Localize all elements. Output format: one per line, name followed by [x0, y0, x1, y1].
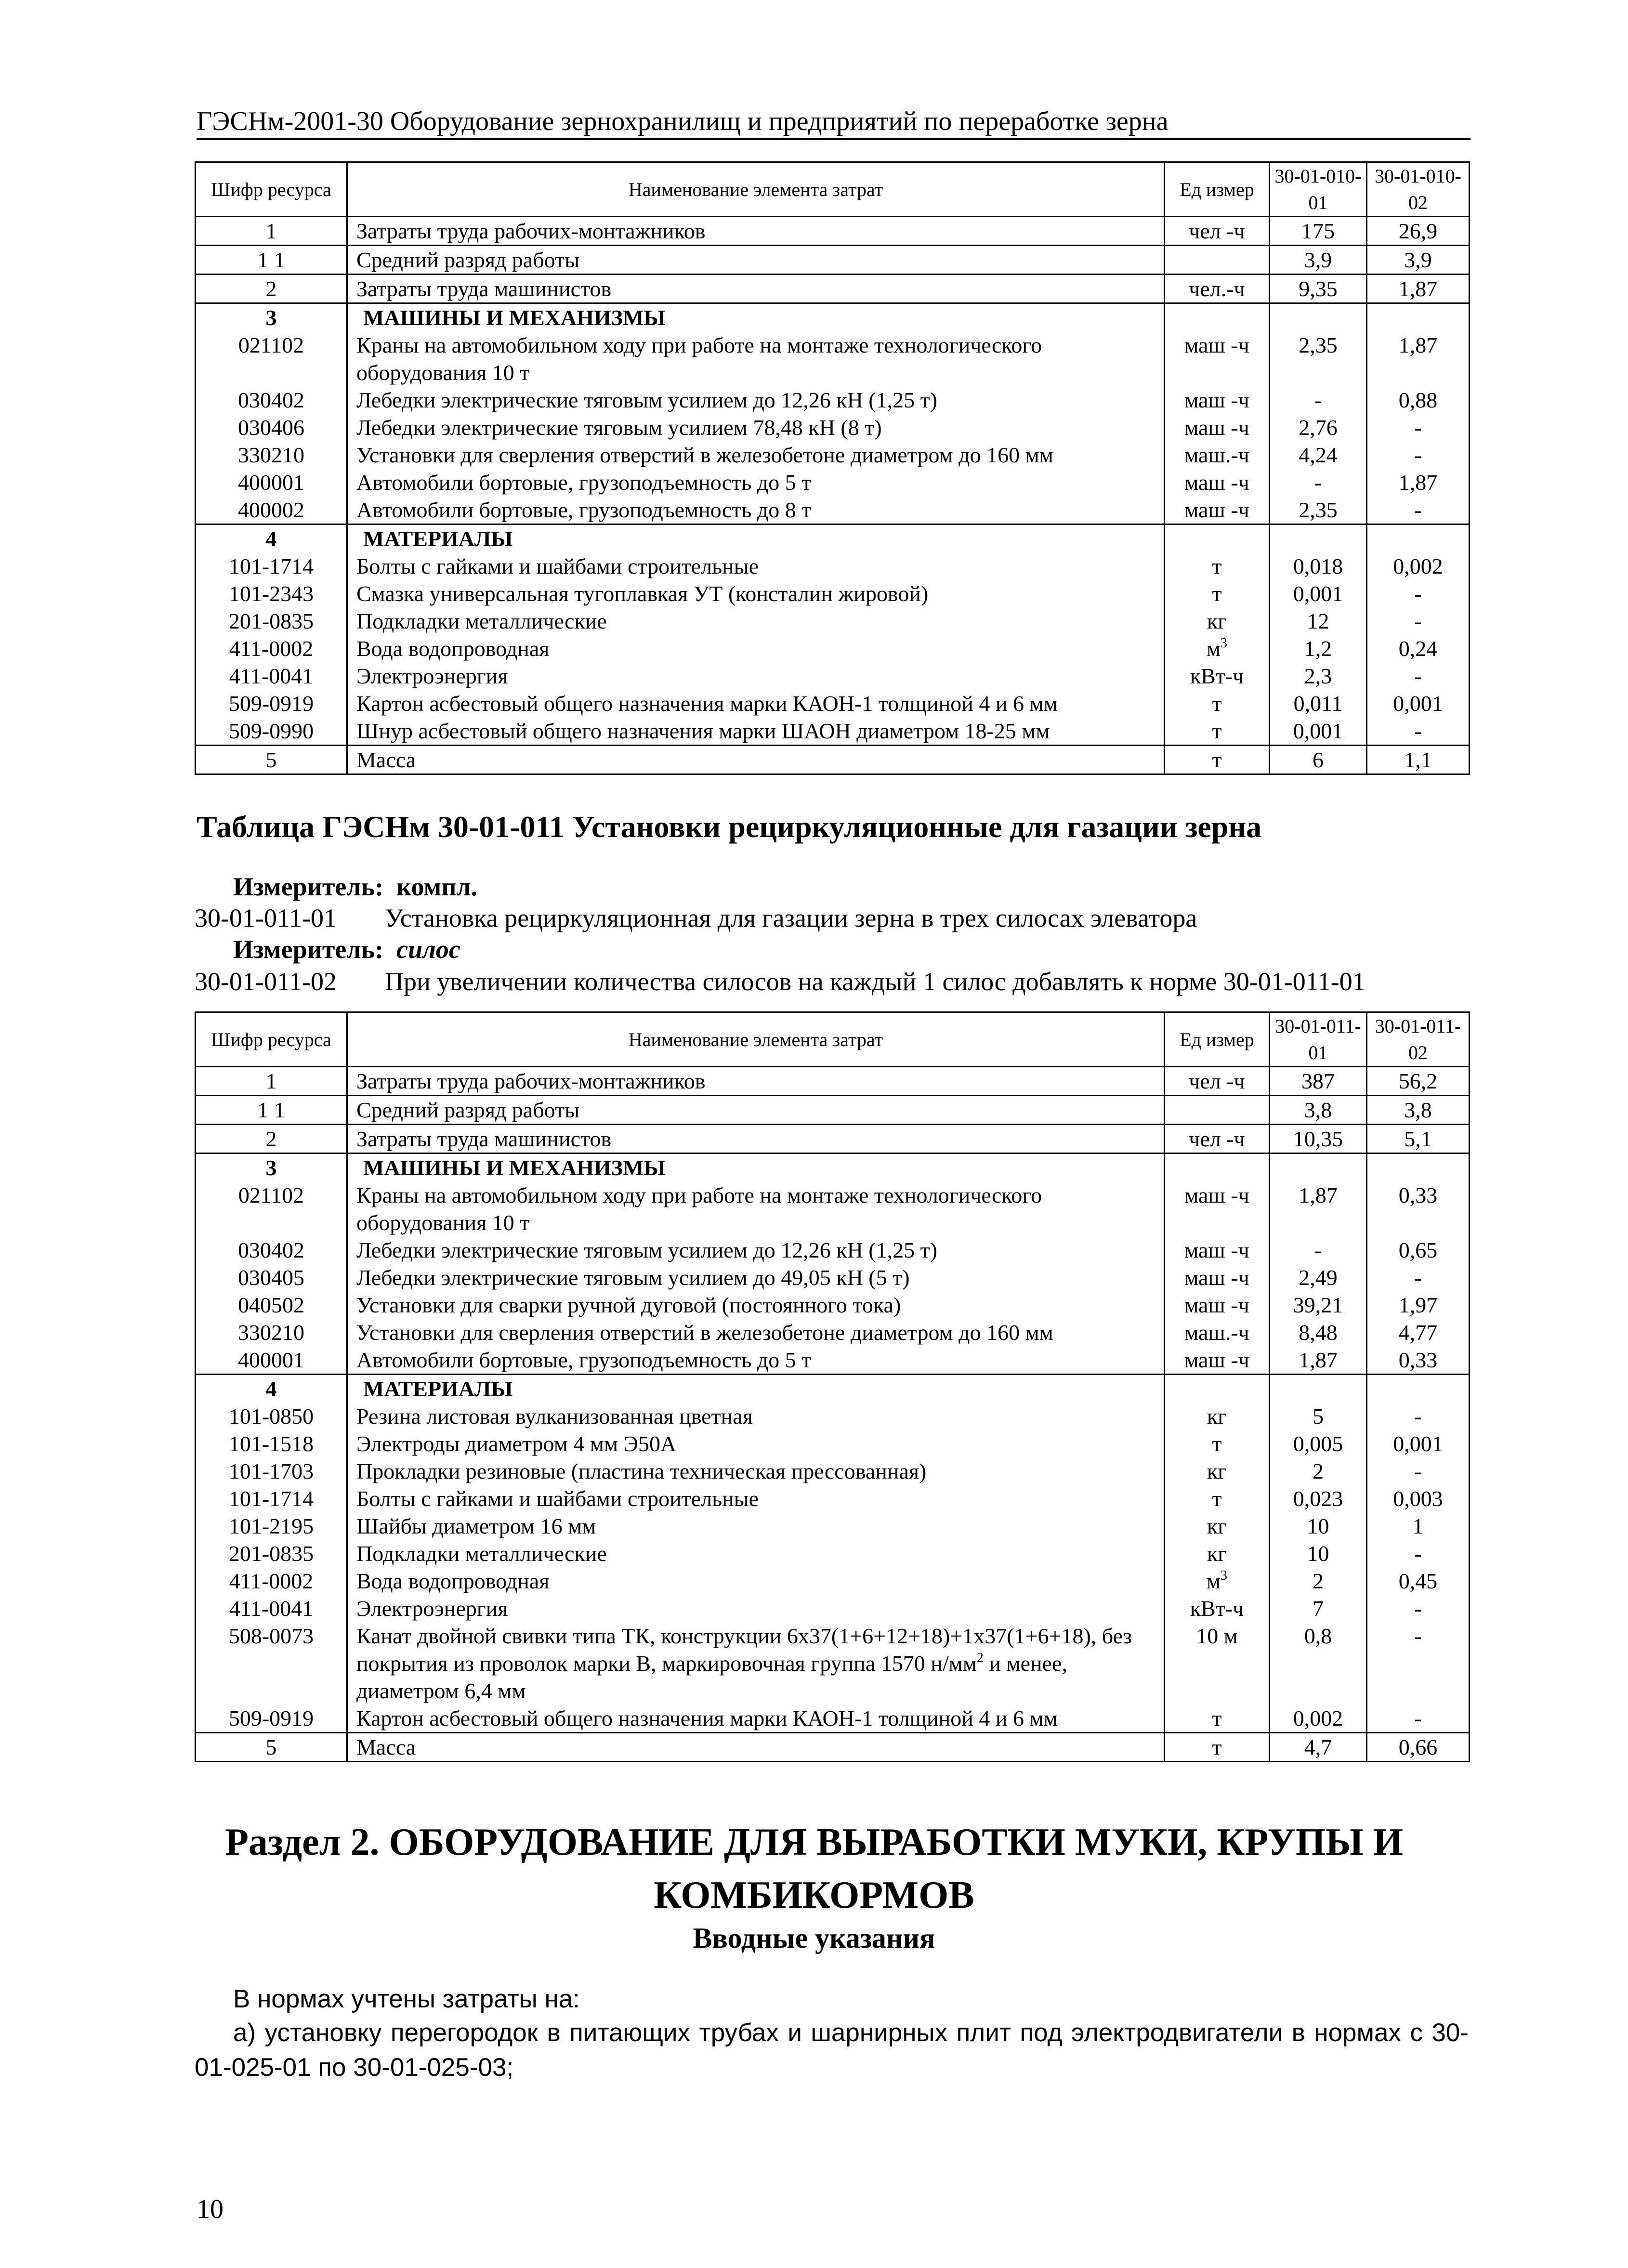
norm-2-value-cell: - [1367, 1264, 1470, 1291]
norm-1-value-cell: 39,21 [1270, 1291, 1367, 1319]
norm-item-1 [195, 903, 1197, 933]
unit-cell [1165, 303, 1270, 332]
resource-name-cell: Болты с гайками и шайбами строительные [347, 552, 1165, 580]
unit-cell: т [1165, 580, 1270, 607]
resource-code-cell: 101-0850 [196, 1403, 347, 1430]
norm-1-value-cell: 0,018 [1270, 552, 1367, 580]
norm-2-value-cell: - [1367, 414, 1470, 441]
table-row [196, 414, 1470, 441]
meter-1-value: компл. [396, 872, 478, 901]
resource-code-cell: 101-2343 [196, 580, 347, 607]
norm-2-value-cell: 1 [1367, 1512, 1470, 1540]
resource-name-cell: Автомобили бортовые, грузоподъемность до 5 т [347, 469, 1165, 496]
unit-cell: кг [1165, 1403, 1270, 1430]
unit-cell [1165, 1375, 1270, 1403]
norm-1-value-cell: 175 [1270, 217, 1367, 246]
resource-name-cell: Краны на автомобильном ходу при работе на монтаже технологического оборудования 10 т [347, 1181, 1165, 1236]
norm-2-value-cell: 3,8 [1367, 1096, 1470, 1125]
norm-1-value-cell: 3,8 [1270, 1096, 1367, 1125]
norm-1-value-cell: 4,7 [1270, 1733, 1367, 1762]
unit-cell: маш -ч [1165, 414, 1270, 441]
resource-code-cell: 2 [196, 275, 347, 303]
table-row [196, 1622, 1470, 1704]
table-row [196, 275, 1470, 303]
norm-1-value-cell [1270, 1375, 1367, 1403]
unit-cell: маш -ч [1165, 469, 1270, 496]
resource-name-cell: Прокладки резиновые (пластина техническая прессованная) [347, 1457, 1165, 1485]
norm-2-value-cell: 1,87 [1367, 275, 1470, 303]
unit-cell: т [1165, 1733, 1270, 1762]
unit-cell: $м^3$ [1165, 635, 1270, 662]
resource-name-cell: Электроды диаметром 4 мм Э50А [347, 1430, 1165, 1457]
resource-code-cell: 509-0919 [196, 690, 347, 717]
table-row [196, 217, 1470, 246]
norm-1-value-cell: 1,2 [1270, 635, 1367, 662]
table-row [196, 1125, 1470, 1154]
table-row [196, 1485, 1470, 1512]
norm-1-value-cell: 2,35 [1270, 331, 1367, 386]
resource-code-cell: 2 [196, 1125, 347, 1154]
table-row [196, 496, 1470, 524]
resource-name-cell: Лебедки электрические тяговым усилием до 12,26 кН (1,25 т) [347, 1236, 1165, 1264]
unit-cell: маш.-ч [1165, 441, 1270, 469]
norm-2-value-cell: 0,66 [1367, 1733, 1470, 1762]
table-row [196, 1154, 1470, 1182]
table-row [196, 607, 1470, 635]
table-row [196, 1567, 1470, 1595]
unit-cell: маш -ч [1165, 331, 1270, 386]
resource-code-cell: 4 [196, 524, 347, 553]
table-row [196, 1595, 1470, 1622]
resource-name-cell: Подкладки металлические [347, 607, 1165, 635]
resource-code-cell: 508-0073 [196, 1622, 347, 1704]
intro-title: Вводные указания [693, 1922, 935, 1954]
unit-cell [1165, 246, 1270, 275]
resource-code-cell: 101-2195 [196, 1512, 347, 1540]
resource-code-cell: 411-0041 [196, 1595, 347, 1622]
norm-item-2-text: При увеличении количества силосов на каждый 1 силос добавлять к норме 30-01-011-01 [385, 967, 1365, 996]
resource-name-cell: Электроэнергия [347, 1595, 1165, 1622]
meter-2 [233, 934, 460, 964]
resource-table-1 [195, 161, 1470, 775]
table-row [196, 1704, 1470, 1733]
resource-name-cell: Краны на автомобильном ходу при работе на монтаже технологического оборудования 10 т [347, 331, 1165, 386]
resource-name-cell: Канат двойной свивки типа ТК, конструкции 6х37(1+6+12+18)+1х37(1+6+18), без покрытия из проволок марки В, маркировочная группа 1570 $н/мм^2$ и менее, диаметром 6,4 мм [347, 1622, 1165, 1704]
norm-2-value-cell: 1,87 [1367, 331, 1470, 386]
resource-name-cell: Резина листовая вулканизованная цветная [347, 1403, 1165, 1430]
resource-name-cell: Установки для сварки ручной дуговой (постоянного тока) [347, 1291, 1165, 1319]
resource-name-cell: Вода водопроводная [347, 635, 1165, 662]
unit-cell: кг [1165, 1512, 1270, 1540]
table-row [196, 303, 1470, 332]
norm-2-value-cell: 0,001 [1367, 1430, 1470, 1457]
norm-2-value-cell: 4,77 [1367, 1319, 1470, 1346]
norm-2-value-cell: 0,45 [1367, 1567, 1470, 1595]
resource-name-cell: Автомобили бортовые, грузоподъемность до 5 т [347, 1346, 1165, 1375]
norm-1-value-cell: 10,35 [1270, 1125, 1367, 1154]
table-row [196, 441, 1470, 469]
norm-2-value-cell: 0,003 [1367, 1485, 1470, 1512]
unit-cell: маш -ч [1165, 1264, 1270, 1291]
meter-2-value: силос [396, 935, 460, 964]
resource-code-cell: 1 [196, 217, 347, 246]
norm-1-value-cell: 1,87 [1270, 1181, 1367, 1236]
resource-name-cell: МАШИНЫ И МЕХАНИЗМЫ [347, 303, 1165, 332]
resource-name-cell: Установки для сверления отверстий в железобетоне диаметром до 160 мм [347, 1319, 1165, 1346]
resource-code-cell: 201-0835 [196, 1540, 347, 1567]
norm-1-value-cell: 2 [1270, 1457, 1367, 1485]
norm-2-value-cell: - [1367, 1622, 1470, 1704]
table-row [196, 635, 1470, 662]
norm-1-value-cell: 2,49 [1270, 1264, 1367, 1291]
resource-name-cell: Болты с гайками и шайбами строительные [347, 1485, 1165, 1512]
norm-2-value-cell: - [1367, 717, 1470, 746]
col-header-unit: Ед измер [1165, 1012, 1270, 1067]
col-header-name: Наименование элемента затрат [347, 1012, 1165, 1067]
norm-2-value-cell: 1,97 [1367, 1291, 1470, 1319]
resource-code-cell: 400002 [196, 496, 347, 524]
resource-code-cell: 021102 [196, 331, 347, 386]
resource-name-cell: Шайбы диаметром 16 мм [347, 1512, 1165, 1540]
resource-code-cell: 030406 [196, 414, 347, 441]
norm-2-value-cell: - [1367, 1403, 1470, 1430]
resource-code-cell: 4 [196, 1375, 347, 1403]
norm-item-2 [195, 967, 1365, 996]
unit-cell: чел -ч [1165, 1125, 1270, 1154]
table-row [196, 690, 1470, 717]
col-header-norm-1: 30-01-010-01 [1270, 162, 1367, 217]
table-row [196, 1375, 1470, 1403]
table-row [196, 1457, 1470, 1485]
norm-2-value-cell: - [1367, 607, 1470, 635]
norm-2-value-cell: - [1367, 1595, 1470, 1622]
norm-2-value-cell: 0,33 [1367, 1181, 1470, 1236]
meter-1 [233, 872, 477, 902]
unit-cell: кВт-ч [1165, 662, 1270, 690]
norm-1-value-cell: 10 [1270, 1512, 1367, 1540]
table-row [196, 746, 1470, 774]
norm-2-value-cell: - [1367, 662, 1470, 690]
norm-2-value-cell: 5,1 [1367, 1125, 1470, 1154]
unit-cell: маш -ч [1165, 496, 1270, 524]
table-row [196, 1319, 1470, 1346]
resource-code-cell: 030402 [196, 1236, 347, 1264]
norm-1-value-cell: 9,35 [1270, 275, 1367, 303]
norm-1-value-cell: 0,023 [1270, 1485, 1367, 1512]
norm-1-value-cell: 0,002 [1270, 1704, 1367, 1733]
resource-name-cell: Смазка универсальная тугоплавкая УТ (консталин жировой) [347, 580, 1165, 607]
table-row [196, 580, 1470, 607]
norm-1-value-cell: 2 [1270, 1567, 1367, 1595]
table-row [196, 1264, 1470, 1291]
resource-name-cell: Затраты труда рабочих-монтажников [347, 217, 1165, 246]
norm-item-2-code: 30-01-011-02 [195, 967, 337, 996]
resource-code-cell: 411-0002 [196, 635, 347, 662]
unit-cell: маш -ч [1165, 1291, 1270, 1319]
resource-code-cell: 509-0990 [196, 717, 347, 746]
norm-1-value-cell [1270, 1154, 1367, 1182]
resource-code-cell: 030405 [196, 1264, 347, 1291]
norm-2-value-cell: - [1367, 441, 1470, 469]
table-row [196, 1512, 1470, 1540]
norm-1-value-cell: - [1270, 386, 1367, 414]
norm-2-value-cell [1367, 1154, 1470, 1182]
table-row [196, 1540, 1470, 1567]
resource-name-cell: Масса [347, 1733, 1165, 1762]
norm-1-value-cell: 8,48 [1270, 1319, 1367, 1346]
table-row [196, 524, 1470, 553]
resource-name-cell: Картон асбестовый общего назначения марки КАОН-1 толщиной 4 и 6 мм [347, 690, 1165, 717]
resource-name-cell: Установки для сверления отверстий в железобетоне диаметром до 160 мм [347, 441, 1165, 469]
resource-name-cell: Картон асбестовый общего назначения марки КАОН-1 толщиной 4 и 6 мм [347, 1704, 1165, 1733]
table-row [196, 1067, 1470, 1096]
unit-cell: кВт-ч [1165, 1595, 1270, 1622]
table-row [196, 1291, 1470, 1319]
norm-2-value-cell [1367, 303, 1470, 332]
resource-name-cell: МАШИНЫ И МЕХАНИЗМЫ [347, 1154, 1165, 1182]
resource-code-cell: 330210 [196, 441, 347, 469]
norm-2-value-cell: 0,65 [1367, 1236, 1470, 1264]
unit-cell: маш -ч [1165, 1236, 1270, 1264]
unit-cell: чел -ч [1165, 1067, 1270, 1096]
resource-code-cell: 509-0919 [196, 1704, 347, 1733]
resource-code-cell: 030402 [196, 386, 347, 414]
table-title: Таблица ГЭСНм 30-01-011 Установки рециркуляционные для газации зерна [197, 810, 1262, 844]
table-row [196, 1430, 1470, 1457]
table-row [196, 552, 1470, 580]
resource-name-cell: Подкладки металлические [347, 1540, 1165, 1567]
resource-name-cell: Вода водопроводная [347, 1567, 1165, 1595]
resource-name-cell: МАТЕРИАЛЫ [347, 524, 1165, 553]
unit-cell: маш -ч [1165, 1346, 1270, 1375]
norm-1-value-cell: 7 [1270, 1595, 1367, 1622]
norm-2-value-cell: - [1367, 1457, 1470, 1485]
col-header-norm-2: 30-01-010-02 [1367, 162, 1470, 217]
norm-2-value-cell: 56,2 [1367, 1067, 1470, 1096]
meter-1-label: Измеритель: [233, 872, 384, 901]
resource-code-cell: 400001 [196, 1346, 347, 1375]
norm-2-value-cell: 3,9 [1367, 246, 1470, 275]
table-row [196, 386, 1470, 414]
norm-2-value-cell: 0,88 [1367, 386, 1470, 414]
norm-2-value-cell: 0,33 [1367, 1346, 1470, 1375]
unit-cell [1165, 1096, 1270, 1125]
unit-cell: т [1165, 746, 1270, 774]
resource-name-cell: МАТЕРИАЛЫ [347, 1375, 1165, 1403]
norm-2-value-cell: - [1367, 580, 1470, 607]
section-title-line-2: КОМБИКОРМОВ [654, 1874, 974, 1916]
resource-name-cell: Электроэнергия [347, 662, 1165, 690]
resource-code-cell: 411-0041 [196, 662, 347, 690]
norm-1-value-cell: 0,011 [1270, 690, 1367, 717]
norm-2-value-cell: 0,001 [1367, 690, 1470, 717]
table-row [196, 662, 1470, 690]
resource-code-cell: 1 [196, 1067, 347, 1096]
norm-1-value-cell [1270, 303, 1367, 332]
unit-cell: маш.-ч [1165, 1319, 1270, 1346]
resource-name-cell: Автомобили бортовые, грузоподъемность до 8 т [347, 496, 1165, 524]
resource-name-cell: Затраты труда рабочих-монтажников [347, 1067, 1165, 1096]
norm-1-value-cell: 4,24 [1270, 441, 1367, 469]
col-header-norm-1: 30-01-011-01 [1270, 1012, 1367, 1067]
page-header: ГЭСНм-2001-30 Оборудование зернохранилищ и предприятий по переработке зерна [197, 106, 1168, 136]
unit-cell: маш -ч [1165, 386, 1270, 414]
unit-cell: 10 м [1165, 1622, 1270, 1704]
resource-name-cell: Лебедки электрические тяговым усилием до 12,26 кН (1,25 т) [347, 386, 1165, 414]
unit-cell: т [1165, 717, 1270, 746]
norm-1-value-cell: 1,87 [1270, 1346, 1367, 1375]
norm-2-value-cell: 0,24 [1367, 635, 1470, 662]
norm-1-value-cell: 12 [1270, 607, 1367, 635]
norm-1-value-cell: 2,3 [1270, 662, 1367, 690]
resource-code-cell: 040502 [196, 1291, 347, 1319]
norm-1-value-cell: 0,005 [1270, 1430, 1367, 1457]
unit-cell: кг [1165, 1457, 1270, 1485]
norm-item-1-code: 30-01-011-01 [195, 904, 337, 932]
table-row [196, 1096, 1470, 1125]
section-title-line-1: Раздел 2. ОБОРУДОВАНИЕ ДЛЯ ВЫРАБОТКИ МУКИ, КРУПЫ И [225, 1821, 1403, 1863]
col-header-unit: Ед измер [1165, 162, 1270, 217]
norm-1-value-cell: 5 [1270, 1403, 1367, 1430]
table-row [196, 1346, 1470, 1375]
norm-2-value-cell: - [1367, 1540, 1470, 1567]
norm-2-value-cell: - [1367, 1704, 1470, 1733]
norm-2-value-cell [1367, 1375, 1470, 1403]
resource-code-cell: 3 [196, 1154, 347, 1182]
meter-2-label: Измеритель: [233, 935, 384, 964]
norm-2-value-cell: 1,87 [1367, 469, 1470, 496]
norm-1-value-cell: 10 [1270, 1540, 1367, 1567]
norm-2-value-cell: - [1367, 496, 1470, 524]
resource-code-cell: 101-1703 [196, 1457, 347, 1485]
intro-paragraph-1: В нормах учтены затраты на: [233, 1985, 580, 2013]
table-row [196, 1403, 1470, 1430]
table-row [196, 331, 1470, 386]
resource-code-cell: 400001 [196, 469, 347, 496]
resource-code-cell: 5 [196, 1733, 347, 1762]
norm-1-value-cell: 0,8 [1270, 1622, 1367, 1704]
resource-name-cell: Масса [347, 746, 1165, 774]
norm-1-value-cell: 0,001 [1270, 717, 1367, 746]
unit-cell: кг [1165, 1540, 1270, 1567]
resource-code-cell: 101-1714 [196, 552, 347, 580]
unit-cell: маш -ч [1165, 1181, 1270, 1236]
unit-cell [1165, 1154, 1270, 1182]
resource-code-cell: 1 1 [196, 246, 347, 275]
resource-code-cell: 201-0835 [196, 607, 347, 635]
norm-item-1-text: Установка рециркуляционная для газации зерна в трех силосах элеватора [385, 904, 1197, 932]
section-title [0, 1816, 1628, 1922]
unit-cell: кг [1165, 607, 1270, 635]
norm-1-value-cell: 2,35 [1270, 496, 1367, 524]
norm-1-value-cell: - [1270, 469, 1367, 496]
resource-name-cell: Средний разряд работы [347, 1096, 1165, 1125]
unit-cell: чел -ч [1165, 217, 1270, 246]
resource-code-cell: 5 [196, 746, 347, 774]
table-row [196, 1236, 1470, 1264]
table-row [196, 1733, 1470, 1762]
unit-cell: т [1165, 690, 1270, 717]
unit-cell: т [1165, 1485, 1270, 1512]
intro-paragraph-2: а) установку перегородок в питающих трубах и шарнирных плит под электродвигатели в нормах с 30-01-025-01 по 30-01-025-03; [195, 2019, 1469, 2082]
norm-2-value-cell: 0,002 [1367, 552, 1470, 580]
resource-code-cell: 1 1 [196, 1096, 347, 1125]
resource-name-cell: Средний разряд работы [347, 246, 1165, 275]
resource-name-cell: Лебедки электрические тяговым усилием до 49,05 кН (5 т) [347, 1264, 1165, 1291]
norm-1-value-cell: 2,76 [1270, 414, 1367, 441]
resource-name-cell: Затраты труда машинистов [347, 1125, 1165, 1154]
unit-cell: т [1165, 552, 1270, 580]
resource-code-cell: 3 [196, 303, 347, 332]
resource-code-cell: 330210 [196, 1319, 347, 1346]
resource-code-cell: 101-1518 [196, 1430, 347, 1457]
unit-cell: чел.-ч [1165, 275, 1270, 303]
norm-2-value-cell [1367, 524, 1470, 553]
resource-name-cell: Затраты труда машинистов [347, 275, 1165, 303]
resource-name-cell: Лебедки электрические тяговым усилием 78,48 кН (8 т) [347, 414, 1165, 441]
table-row [196, 469, 1470, 496]
header-rule [197, 138, 1470, 140]
norm-1-value-cell: 6 [1270, 746, 1367, 774]
col-header-code: Шифр ресурса [196, 1012, 347, 1067]
norm-2-value-cell: 1,1 [1367, 746, 1470, 774]
resource-code-cell: 021102 [196, 1181, 347, 1236]
table-row [196, 1181, 1470, 1236]
resource-table-2 [195, 1011, 1470, 1762]
col-header-code: Шифр ресурса [196, 162, 347, 217]
norm-2-value-cell: 26,9 [1367, 217, 1470, 246]
resource-name-cell: Шнур асбестовый общего назначения марки ШАОН диаметром 18-25 мм [347, 717, 1165, 746]
norm-1-value-cell: 3,9 [1270, 246, 1367, 275]
col-header-norm-2: 30-01-011-02 [1367, 1012, 1470, 1067]
table-row [196, 246, 1470, 275]
norm-1-value-cell: 0,001 [1270, 580, 1367, 607]
norm-1-value-cell: 387 [1270, 1067, 1367, 1096]
norm-1-value-cell: - [1270, 1236, 1367, 1264]
unit-cell: $м^3$ [1165, 1567, 1270, 1595]
resource-code-cell: 411-0002 [196, 1567, 347, 1595]
col-header-name: Наименование элемента затрат [347, 162, 1165, 217]
unit-cell: т [1165, 1430, 1270, 1457]
page-number: 10 [197, 2194, 223, 2224]
table-row [196, 717, 1470, 746]
norm-1-value-cell [1270, 524, 1367, 553]
unit-cell: т [1165, 1704, 1270, 1733]
resource-code-cell: 101-1714 [196, 1485, 347, 1512]
unit-cell [1165, 524, 1270, 553]
